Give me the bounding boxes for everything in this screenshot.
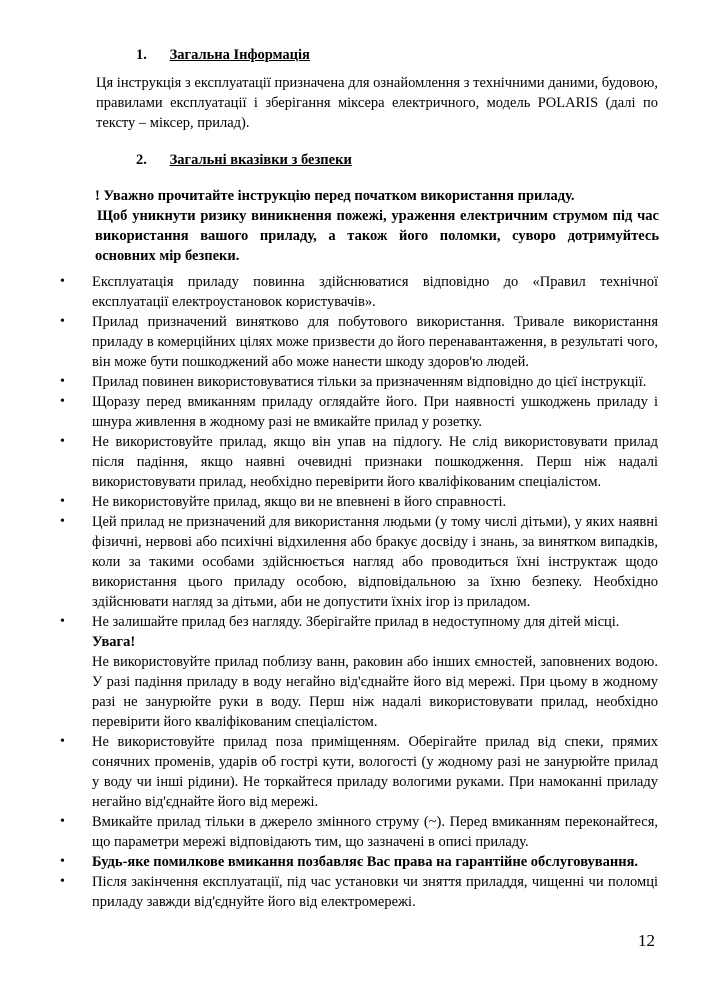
bullet-icon: • [60,734,65,749]
rule-text: Щоразу перед вмиканням приладу оглядайте його. При наявності ушкоджень приладу і шнура живлення в жодному разі не вмикайте прилад у розетку. [92,394,658,430]
list-item [60,432,658,492]
page-number: 12 [638,931,655,950]
rule-text: Не використовуйте прилад, якщо він упав на підлогу. Не слід використовувати прилад після падіння, якщо наявні очевидні признаки пошкодження. Перш ніж надалі використовувати прилад, необхідно перевірити його кваліфікованим спеціалістом. [92,434,658,490]
warning-line-1: ! Уважно прочитайте інструкцію перед початком використання приладу. [95,188,575,204]
list-item [60,872,658,912]
safety-warning [95,186,659,266]
rule-text: Прилад повинен використовуватися тільки за призначенням відповідно до цієї інструкції. [92,374,647,390]
rule-text: Не використовуйте прилад поза приміщенням. Оберігайте прилад від спеки, прямих сонячних променів, ударів об гострі кути, вологості (у жодному разі не занурюйте прилад у воду чи інші рідини). Не торкайтеся приладу вологими руками. При намоканні приладу негайно від'єднайте його від мережі. [92,734,658,810]
intro-paragraph: Ця інструкція з експлуатації призначена для ознайомлення з технічними даними, будовою, правилами експлуатації і зберігання міксера електричного, модель POLARIS (далі по тексту – міксер, прилад). [96,75,658,131]
section-1-heading [136,47,310,64]
bullet-icon: • [60,614,65,629]
safety-rules-list [0,272,705,912]
section-1-title: Загальна Інформація [169,47,310,63]
warning-line-2: Щоб уникнути ризику виникнення пожежі, ураження електричним струмом під час використання вашого приладу, а також його поломки, суворо дотримуйтесь основних мір безпеки. [95,208,659,264]
list-item [60,852,658,872]
rule-text: Будь-яке помилкове вмикання позбавляє Вас права на гарантійне обслуговування. [92,854,639,870]
section-2-number: 2. [136,152,147,168]
section-1-number: 1. [136,47,147,63]
rule-text: Після закінчення експлуатації, під час установки чи зняття приладдя, чищенні чи поломці приладу завжди від'єднуйте його від електромережі. [92,874,658,910]
rule-text: Прилад призначений винятково для побутового використання. Тривале використання приладу в комерційних цілях може призвести до його перенавантаження, в результаті чого, він може бути пошкоджений або може нанести шкоду здоров'ю людей. [92,314,658,370]
list-item [60,612,658,732]
bullet-icon: • [60,274,65,289]
rule-text: Не залишайте прилад без нагляду. Зберігайте прилад в недоступному для дітей місці. [92,614,620,630]
rule-text: Не використовуйте прилад, якщо ви не впевнені в його справності. [92,494,507,510]
bullet-icon: • [60,394,65,409]
bullet-icon: • [60,374,65,389]
caution-text: Не використовуйте прилад поблизу ванн, раковин або інших ємностей, заповнених водою. У разі падіння приладу в воду негайно від'єднайте його від мережі. При цьому в жодному разі не занурюйте руки в воду. Перш ніж надалі використовувати прилад, необхідно перевірити його кваліфікованим спеціалістом. [92,654,658,730]
list-item [60,732,658,812]
bullet-icon: • [60,874,65,889]
bullet-icon: • [60,514,65,529]
bullet-icon: • [60,814,65,829]
list-item [60,512,658,612]
bullet-icon: • [60,314,65,329]
list-item [60,812,658,852]
rule-text: Експлуатація приладу повинна здійснюватися відповідно до «Правил технічної експлуатації електроустановок користувачів». [92,274,658,310]
bullet-icon: • [60,494,65,509]
caution-title: Увага! [92,634,136,650]
bullet-icon: • [60,854,65,869]
list-item [60,312,658,372]
list-item [60,272,658,312]
rule-text: Цей прилад не призначений для використання людьми (у тому числі дітьми), у яких наявні фізичні, нервові або психічні відхилення або бракує досвіду і знань, за винятком випадків, коли за такими особами здійснюється нагляд або проводиться їхні інструктаж щодо використання цього приладу особою, відповідальною за їхню безпеку. Необхідно здійснювати нагляд за дітьми, аби не допустити їхніх ігор із приладом. [92,514,658,610]
rule-text: Вмикайте прилад тільки в джерело змінного струму (~). Перед вмиканням переконайтеся, що параметри мережі відповідають тим, що зазначені в описі приладу. [92,814,658,850]
list-item [60,392,658,432]
list-item [60,372,658,392]
bullet-icon: • [60,434,65,449]
list-item [60,492,658,512]
section-2-heading [136,152,352,169]
section-2-title: Загальні вказівки з безпеки [169,152,352,168]
